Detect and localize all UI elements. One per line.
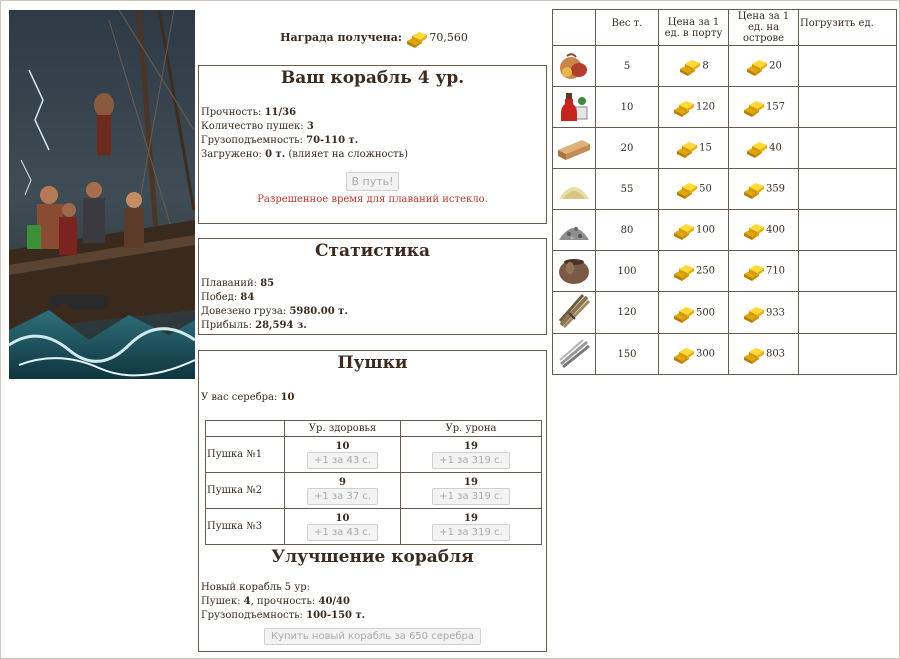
planks-icon <box>553 128 596 169</box>
goods-load-cell[interactable] <box>799 46 897 87</box>
stat-wins: Побед: 84 <box>201 292 255 303</box>
upgrade-health-button[interactable]: +1 за 43 с. <box>307 452 378 469</box>
gun-damage-level: 19 <box>464 512 478 524</box>
upgrade-health-button[interactable]: +1 за 37 с. <box>307 488 378 505</box>
pirates-ship-illustration <box>9 10 195 379</box>
buy-new-ship-button[interactable]: Купить новый корабль за 650 серебра <box>264 628 481 645</box>
silver-balance: У вас серебра: 10 <box>201 392 295 403</box>
ship-upgrade-title: Улучшение корабля <box>271 547 474 567</box>
sand-pile-icon <box>553 169 596 210</box>
set-sail-button[interactable]: В путь! <box>346 172 398 191</box>
goods-row <box>553 46 897 87</box>
reward-line <box>198 28 550 48</box>
goods-load-cell[interactable] <box>799 251 897 292</box>
goods-island-price: 803 <box>729 334 799 375</box>
goods-load-cell[interactable] <box>799 334 897 375</box>
goods-port-price: 300 <box>659 334 729 375</box>
goods-table <box>552 9 897 375</box>
goods-load-cell[interactable] <box>799 292 897 334</box>
gold-icon <box>672 303 696 323</box>
metal-rods-icon <box>553 334 596 375</box>
goods-load-cell[interactable] <box>799 169 897 210</box>
gravel-pile-icon <box>553 210 596 251</box>
gold-icon <box>742 220 766 240</box>
gold-icon <box>742 97 766 117</box>
clay-pot-icon <box>553 251 596 292</box>
gold-icon <box>675 138 699 158</box>
gun-name: Пушка №2 <box>206 473 285 509</box>
goods-weight: 100 <box>596 251 659 292</box>
upgrade-damage-button[interactable]: +1 за 319 с. <box>432 488 510 505</box>
health-level-header: Ур. здоровья <box>285 421 401 437</box>
goods-island-price: 157 <box>729 87 799 128</box>
goods-row <box>553 334 897 375</box>
goods-island-price: 20 <box>729 46 799 87</box>
goods-island-price: 40 <box>729 128 799 169</box>
goods-load-cell[interactable] <box>799 210 897 251</box>
guns-title: Пушки <box>337 353 408 373</box>
ship-info <box>199 106 546 162</box>
upgrade-health-button[interactable]: +1 за 43 с. <box>307 524 378 541</box>
goods-row <box>553 210 897 251</box>
ship-upgrade-info <box>199 581 546 623</box>
gun-damage-level: 19 <box>464 440 478 452</box>
gold-icon <box>672 261 696 281</box>
gold-icon <box>745 56 769 76</box>
upgrade-damage-button[interactable]: +1 за 319 с. <box>432 452 510 469</box>
bamboo-bundle-icon <box>553 292 596 334</box>
ship-capacity: Грузоподъемность: 70-110 т. <box>201 135 359 146</box>
goods-port-price: 250 <box>659 251 729 292</box>
stat-voyages: Плаваний: 85 <box>201 278 275 289</box>
port-price-header: Цена за 1 ед. в порту <box>659 10 729 46</box>
reward-label: Награда получена: <box>280 31 402 44</box>
goods-row <box>553 87 897 128</box>
weight-header: Вес т. <box>596 10 659 46</box>
statistics-info <box>199 277 546 333</box>
gold-icon <box>678 56 702 76</box>
load-header: Погрузить ед. <box>799 10 897 46</box>
goods-island-price: 710 <box>729 251 799 292</box>
goods-row <box>553 169 897 210</box>
goods-weight: 20 <box>596 128 659 169</box>
gold-icon <box>672 97 696 117</box>
gun-health-level: 10 <box>335 512 350 524</box>
stat-cargo: Довезено груза: 5980.00 т. <box>201 306 348 317</box>
new-ship-label: Новый корабль 5 ур: <box>201 582 310 593</box>
gold-icon <box>405 28 429 48</box>
goods-load-cell[interactable] <box>799 128 897 169</box>
gun-health-level: 9 <box>339 476 346 488</box>
food-sack-icon <box>553 46 596 87</box>
goods-island-price: 933 <box>729 292 799 334</box>
gun-damage-level: 19 <box>464 476 478 488</box>
gun-row <box>206 473 542 509</box>
gold-icon <box>742 261 766 281</box>
goods-port-price: 8 <box>659 46 729 87</box>
goods-island-price: 400 <box>729 210 799 251</box>
reward-value: 70,560 <box>429 31 468 44</box>
potions-icon <box>553 87 596 128</box>
statistics-panel <box>198 238 547 335</box>
damage-level-header: Ур. урона <box>401 421 542 437</box>
goods-port-price: 100 <box>659 210 729 251</box>
ship-title: Ваш корабль 4 ур. <box>280 68 465 88</box>
goods-island-price: 359 <box>729 169 799 210</box>
gun-health-level: 10 <box>335 440 350 452</box>
guns-panel <box>198 350 547 652</box>
gold-icon <box>745 138 769 158</box>
gold-icon <box>742 344 766 364</box>
upgrade-damage-button[interactable]: +1 за 319 с. <box>432 524 510 541</box>
gun-row <box>206 437 542 473</box>
new-ship-stats: Пушек: 4, прочность: 40/40 <box>201 596 350 607</box>
gold-icon <box>742 179 766 199</box>
goods-port-price: 120 <box>659 87 729 128</box>
goods-row <box>553 251 897 292</box>
gun-row <box>206 509 542 545</box>
goods-weight: 10 <box>596 87 659 128</box>
goods-row <box>553 292 897 334</box>
icon-header <box>553 10 596 46</box>
gold-icon <box>742 303 766 323</box>
gold-icon <box>675 179 699 199</box>
goods-port-price: 15 <box>659 128 729 169</box>
goods-weight: 5 <box>596 46 659 87</box>
goods-weight: 80 <box>596 210 659 251</box>
gold-icon <box>672 344 696 364</box>
ship-panel <box>198 65 547 224</box>
island-price-header: Цена за 1 ед. на острове <box>729 10 799 46</box>
statistics-title: Статистика <box>314 241 430 261</box>
stat-profit: Прибыль: 28,594 з. <box>201 320 307 331</box>
ship-durability: Прочность: 11/36 <box>201 107 297 118</box>
goods-weight: 150 <box>596 334 659 375</box>
goods-row <box>553 128 897 169</box>
new-ship-capacity: Грузоподъемность: 100-150 т. <box>201 610 366 621</box>
goods-weight: 55 <box>596 169 659 210</box>
gun-name: Пушка №3 <box>206 509 285 545</box>
goods-weight: 120 <box>596 292 659 334</box>
gold-icon <box>672 220 696 240</box>
voyage-error-message: Разрешенное время для плаваний истекло. <box>257 194 488 205</box>
ship-cannons: Количество пушек: 3 <box>201 121 314 132</box>
goods-port-price: 50 <box>659 169 729 210</box>
goods-port-price: 500 <box>659 292 729 334</box>
goods-load-cell[interactable] <box>799 87 897 128</box>
guns-table <box>205 420 542 545</box>
ship-loaded: Загружено: 0 т. (влияет на сложность) <box>201 149 409 160</box>
gun-name: Пушка №1 <box>206 437 285 473</box>
